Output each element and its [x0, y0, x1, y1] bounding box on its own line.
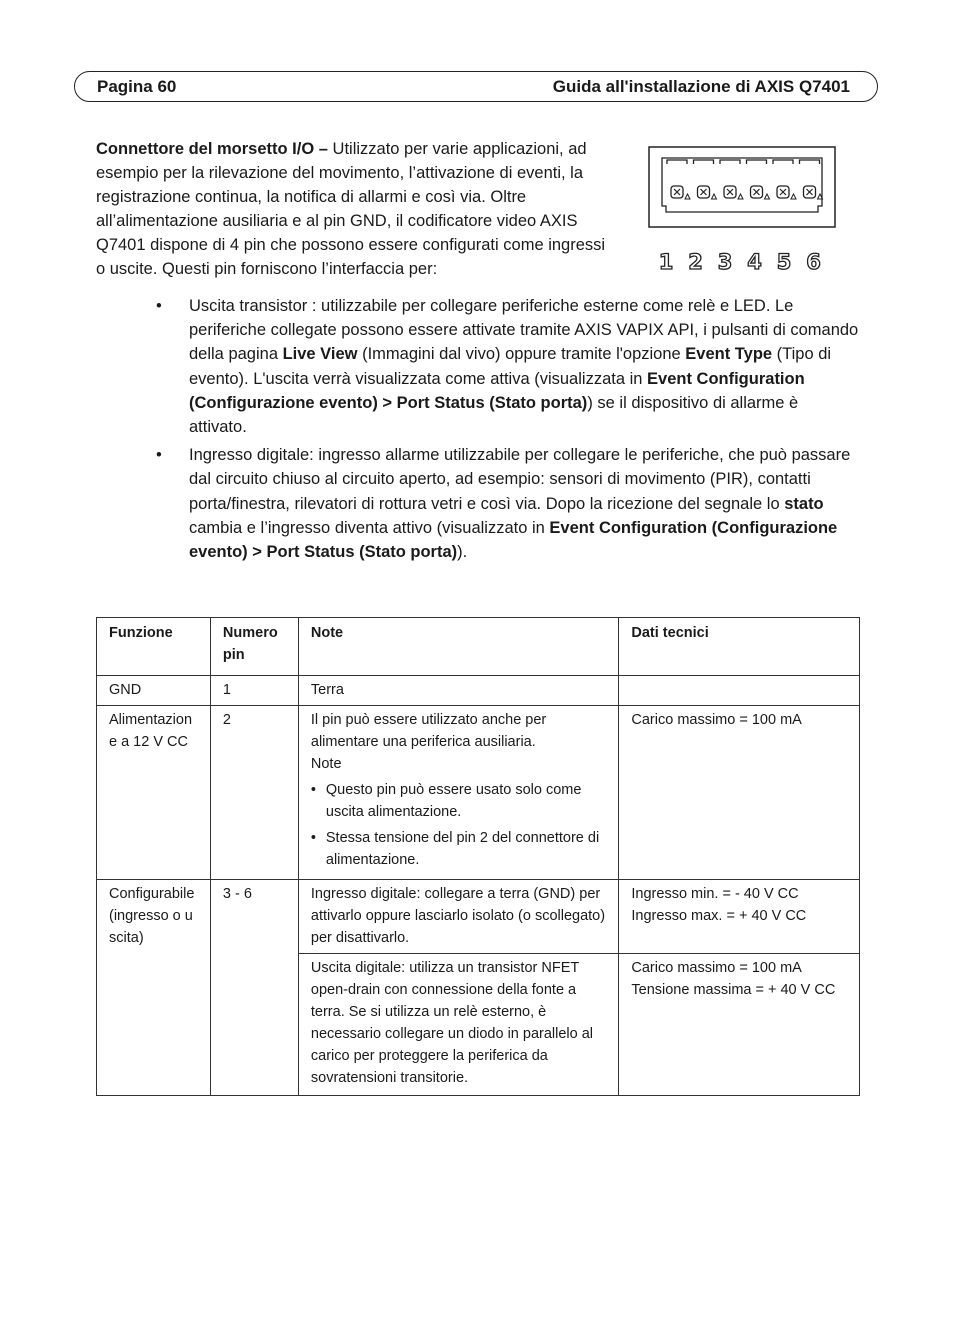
column-header-funzione: Funzione	[97, 618, 211, 676]
cell-pin: 1	[210, 676, 298, 706]
cell-note: Ingresso digitale: collegare a terra (GND) per attivarlo oppure lasciarlo isolato (o scollegato) per disattivarlo.	[298, 880, 619, 954]
connector-pin-1	[667, 160, 690, 199]
io-pin-table	[96, 617, 860, 1096]
list-item	[155, 294, 860, 439]
bullet-text-transistor-output	[189, 297, 858, 436]
note-item-text: Questo pin può essere usato solo come uscita alimentazione.	[325, 782, 582, 820]
connector-pins	[667, 160, 823, 199]
cell-dati	[619, 880, 860, 954]
bullet-icon: •	[156, 297, 162, 315]
bold-term: Live View	[282, 345, 358, 364]
intro-paragraph	[96, 137, 618, 281]
bullet-icon: •	[310, 782, 316, 798]
cell-funzione: GND	[97, 676, 211, 706]
page-number: Pagina 60	[97, 77, 177, 96]
bold-term: Event Configuration (Configurazione evento) > Port Status (Stato porta)	[189, 369, 805, 412]
pin-number-label: 1	[658, 250, 674, 274]
table-row	[97, 880, 860, 954]
cell-note: Terra	[298, 676, 619, 706]
text-run: (Tipo di evento). L'uscita verrà visualizzata come attiva (visualizzata in	[189, 345, 832, 388]
intro-term: Connettore del morsetto I/O –	[96, 140, 328, 158]
table-row	[97, 676, 860, 706]
bullet-text-digital-input	[189, 446, 850, 561]
note-item-text: Stessa tensione del pin 2 del connettore di alimentazione.	[325, 830, 600, 868]
pin-number-label: 2	[688, 250, 703, 274]
cell-dati	[619, 954, 860, 1096]
table-row	[97, 706, 860, 880]
table-header-row	[97, 618, 860, 676]
pin-number-label: 5	[776, 250, 792, 274]
intro-text: Utilizzato per varie applicazioni, ad esempio per la rilevazione del movimento, l’attivazione di eventi, la registrazione continua, la notifica di allarmi e così via. Oltre all’alimentazione ausiliaria e al pin GND, il codificatore video AXIS Q7401 dispone di 4 pin che possono essere configurati come ingressi o uscite. Questi pin forniscono l’interfaccia per:	[96, 140, 606, 278]
cell-note: Uscita digitale: utilizza un transistor NFET open-drain con connessione della fonte a terra. Se si utilizza un relè esterno, è necessario collegare un diodo in parallelo al carico per proteggere la periferica da sovratensioni transitorie.	[298, 954, 619, 1096]
document-title: Guida all'installazione di AXIS Q7401	[552, 77, 850, 96]
cell-dati: Carico massimo = 100 mA	[619, 706, 860, 880]
spec-line: Ingresso max. = + 40 V CC	[631, 908, 807, 924]
io-connector-diagram	[648, 146, 836, 276]
note-label: Note	[310, 756, 342, 772]
text-run: (Immagini dal vivo) oppure tramite l'opzione	[357, 345, 686, 364]
pin-number-label: 3	[717, 250, 733, 274]
cell-funzione: Alimentazione a 12 V CC	[97, 706, 211, 880]
bold-term: Event Configuration (Configurazione evento) > Port Status (Stato porta)	[189, 518, 838, 562]
cell-pin: 2	[210, 706, 298, 880]
connector-inner-frame	[662, 158, 822, 212]
bold-term: stato	[784, 494, 824, 513]
pin-number-label: 4	[747, 250, 762, 274]
connector-pin-4	[747, 160, 770, 199]
column-header-dati-tecnici: Dati tecnici	[619, 618, 860, 676]
column-header-note: Note	[298, 618, 619, 676]
connector-pin-2	[694, 160, 717, 199]
spec-line: Ingresso min. = - 40 V CC	[631, 886, 799, 902]
text-run: Uscita transistor : utilizzabile per collegare periferiche esterne come relè e LED. Le periferiche collegate possono essere attivate tramite AXIS VAPIX API, i pulsanti di comando della pagina	[189, 297, 859, 364]
text-run: cambia e l’ingresso diventa attivo (visualizzato in	[189, 518, 550, 537]
bullet-icon: •	[156, 446, 162, 465]
list-item	[311, 827, 609, 871]
connector-pin-labels	[659, 250, 821, 274]
text-run: ).	[457, 543, 468, 562]
text-run: ) se il dispositivo di allarme è attivato.	[189, 393, 799, 437]
spec-line: Tensione massima = + 40 V CC	[631, 982, 836, 998]
connector-outer-frame	[649, 147, 835, 227]
column-header-numero-pin: Numero pin	[210, 618, 298, 676]
bullet-icon: •	[310, 830, 316, 846]
note-list	[311, 779, 609, 871]
spec-line: Carico massimo = 100 mA	[631, 960, 802, 976]
list-item	[155, 443, 860, 564]
feature-list	[155, 294, 860, 568]
page-header	[74, 71, 878, 102]
list-item	[311, 779, 609, 823]
note-text: Il pin può essere utilizzato anche per alimentare una periferica ausiliaria.	[310, 712, 547, 750]
connector-pin-3	[720, 160, 743, 199]
cell-pin: 3 - 6	[210, 880, 298, 1096]
cell-funzione: Configurabile (ingresso o uscita)	[97, 880, 211, 1096]
pin-number-label: 6	[806, 250, 821, 274]
bold-term: Event Type	[685, 345, 773, 364]
connector-pin-5	[773, 160, 796, 199]
cell-dati	[619, 676, 860, 706]
text-run: Ingresso digitale: ingresso allarme utilizzabile per collegare le periferiche, che può passare dal circuito chiuso al circuito aperto, ad esempio: sensori di movimento (PIR), contatti porta/finestra, rilevatori di rottura vetri e così via. Dopo la ricezione del segnale lo	[189, 446, 851, 513]
connector-pin-6	[800, 160, 823, 199]
cell-note	[298, 706, 619, 880]
